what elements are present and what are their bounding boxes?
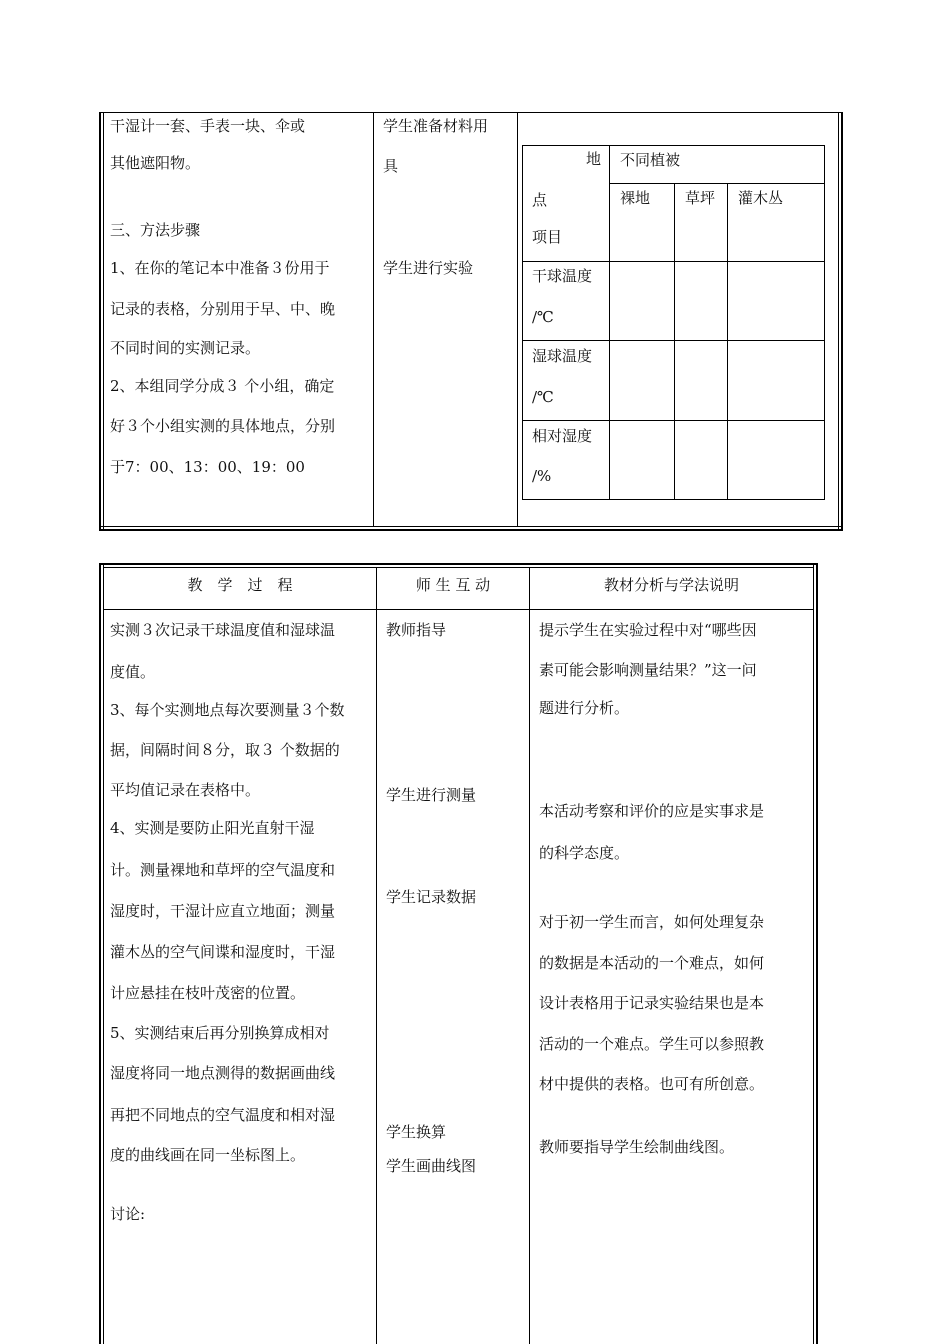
text-line: 再把不同地点的空气温度和相对湿 — [110, 1106, 336, 1124]
text-line: 实测３次记录干球温度值和湿球温 — [110, 621, 336, 639]
row-unit-dry-bulb: /℃ — [532, 308, 554, 326]
interaction-item: 学生进行测量 — [386, 786, 477, 804]
text-line: 灌木丛的空气间谍和湿度时，干湿 — [110, 943, 336, 961]
text-line: 湿度时，干湿计应直立地面；测量 — [110, 902, 336, 920]
row-label-wet-bulb: 湿球温度 — [532, 347, 593, 365]
text-line: 的科学态度。 — [539, 844, 630, 862]
text-line: 素可能会影响测量结果？”这一问 — [539, 661, 757, 679]
text-line: 计。测量裸地和草坪的空气温度和 — [110, 861, 336, 879]
header-vegetation: 不同植被 — [620, 151, 681, 169]
table2-right-border-outer — [816, 563, 818, 1344]
row-unit-rel-humidity: /% — [532, 467, 552, 485]
table1-right-border-inner — [838, 112, 839, 530]
table1-col-divider-1 — [373, 112, 374, 526]
table1-left-border-inner — [103, 112, 104, 530]
text-line: 度的曲线画在同一坐标图上。 — [110, 1146, 306, 1164]
table2-left-border-inner — [103, 563, 104, 1344]
row-unit-wet-bulb: /℃ — [532, 388, 554, 406]
header-analysis: 教材分析与学法说明 — [603, 576, 739, 594]
text-line: 的数据是本活动的一个难点，如何 — [539, 954, 765, 972]
site-lawn: 草坪 — [685, 189, 716, 207]
text-line: 设计表格用于记录实验结果也是本 — [539, 994, 765, 1012]
interaction-item: 教师指导 — [386, 621, 447, 639]
text-line: 4、实测是要防止阳光直射干湿 — [110, 819, 315, 837]
header-interaction: 师 生 互 动 — [415, 576, 491, 594]
section-heading: 三、方法步骤 — [110, 221, 201, 239]
text-line: 对于初一学生而言，如何处理复杂 — [539, 913, 765, 931]
site-bare: 裸地 — [620, 189, 651, 207]
table2-right-border-inner — [813, 563, 814, 1344]
text-line: 教师要指导学生绘制曲线图。 — [539, 1138, 735, 1156]
site-shrub: 灌木丛 — [738, 189, 784, 207]
text-line: 3、每个实测地点每次要测量３个数 — [110, 701, 345, 719]
discussion-label: 讨论: — [110, 1205, 146, 1223]
text-line: 湿度将同一地点测得的数据画曲线 — [110, 1064, 336, 1082]
text-line: 1、在你的笔记本中准备３份用于 — [110, 259, 330, 277]
header-item: 项目 — [532, 228, 563, 246]
text-line: 平均值记录在表格中。 — [110, 781, 261, 799]
text-line: 提示学生在实验过程中对“哪些因 — [539, 621, 757, 639]
text-line: 学生准备材料用 — [383, 117, 489, 135]
text-line: 度值。 — [110, 663, 156, 681]
header-teaching-process: 教 学 过 程 — [187, 576, 293, 594]
text-line: 本活动考察和评价的应是实事求是 — [539, 802, 765, 820]
text-line: 好３个小组实测的具体地点，分别 — [110, 417, 336, 435]
text-line: 材中提供的表格。也可有所创意。 — [539, 1075, 765, 1093]
text-line: 于7：00、13：00、19：00 — [110, 458, 305, 476]
text-line: 干湿计一套、手表一块、伞或 — [110, 117, 306, 135]
table2-left-border-outer — [99, 563, 101, 1344]
text-line: 5、实测结束后再分别换算成相对 — [110, 1024, 330, 1042]
table2-col-divider-1 — [376, 567, 377, 1344]
interaction-item: 学生画曲线图 — [386, 1157, 477, 1175]
table1-bottom-border-outer — [99, 529, 843, 531]
table1-left-border-outer — [99, 112, 101, 530]
row-label-rel-humidity: 相对湿度 — [532, 427, 593, 445]
text-line: 计应悬挂在枝叶茂密的位置。 — [110, 984, 306, 1002]
text-line: 记录的表格，分别用于早、中、晚 — [110, 300, 336, 318]
text-line: 据，间隔时间８分，取３ 个数据的 — [110, 741, 340, 759]
table1-right-border-outer — [841, 112, 843, 530]
header-place: 地 — [586, 150, 602, 168]
header-point: 点 — [532, 191, 548, 209]
text-line: 题进行分析。 — [539, 699, 630, 717]
text-line: 其他遮阳物。 — [110, 154, 201, 172]
text-line: 学生进行实验 — [383, 259, 474, 277]
table2-top-border-inner — [103, 567, 814, 568]
table2-top-border-outer — [99, 563, 818, 565]
table1-bottom-border-inner — [99, 526, 843, 527]
text-line: 活动的一个难点。学生可以参照教 — [539, 1035, 765, 1053]
text-line: 具 — [383, 157, 399, 175]
text-line: 2、本组同学分成３ 个小组，确定 — [110, 377, 335, 395]
table2-col-divider-2 — [529, 567, 530, 1344]
interaction-item: 学生换算 — [386, 1123, 447, 1141]
interaction-item: 学生记录数据 — [386, 888, 477, 906]
row-label-dry-bulb: 干球温度 — [532, 267, 593, 285]
table1-col-divider-2 — [517, 112, 518, 526]
text-line: 不同时间的实测记录。 — [110, 339, 261, 357]
